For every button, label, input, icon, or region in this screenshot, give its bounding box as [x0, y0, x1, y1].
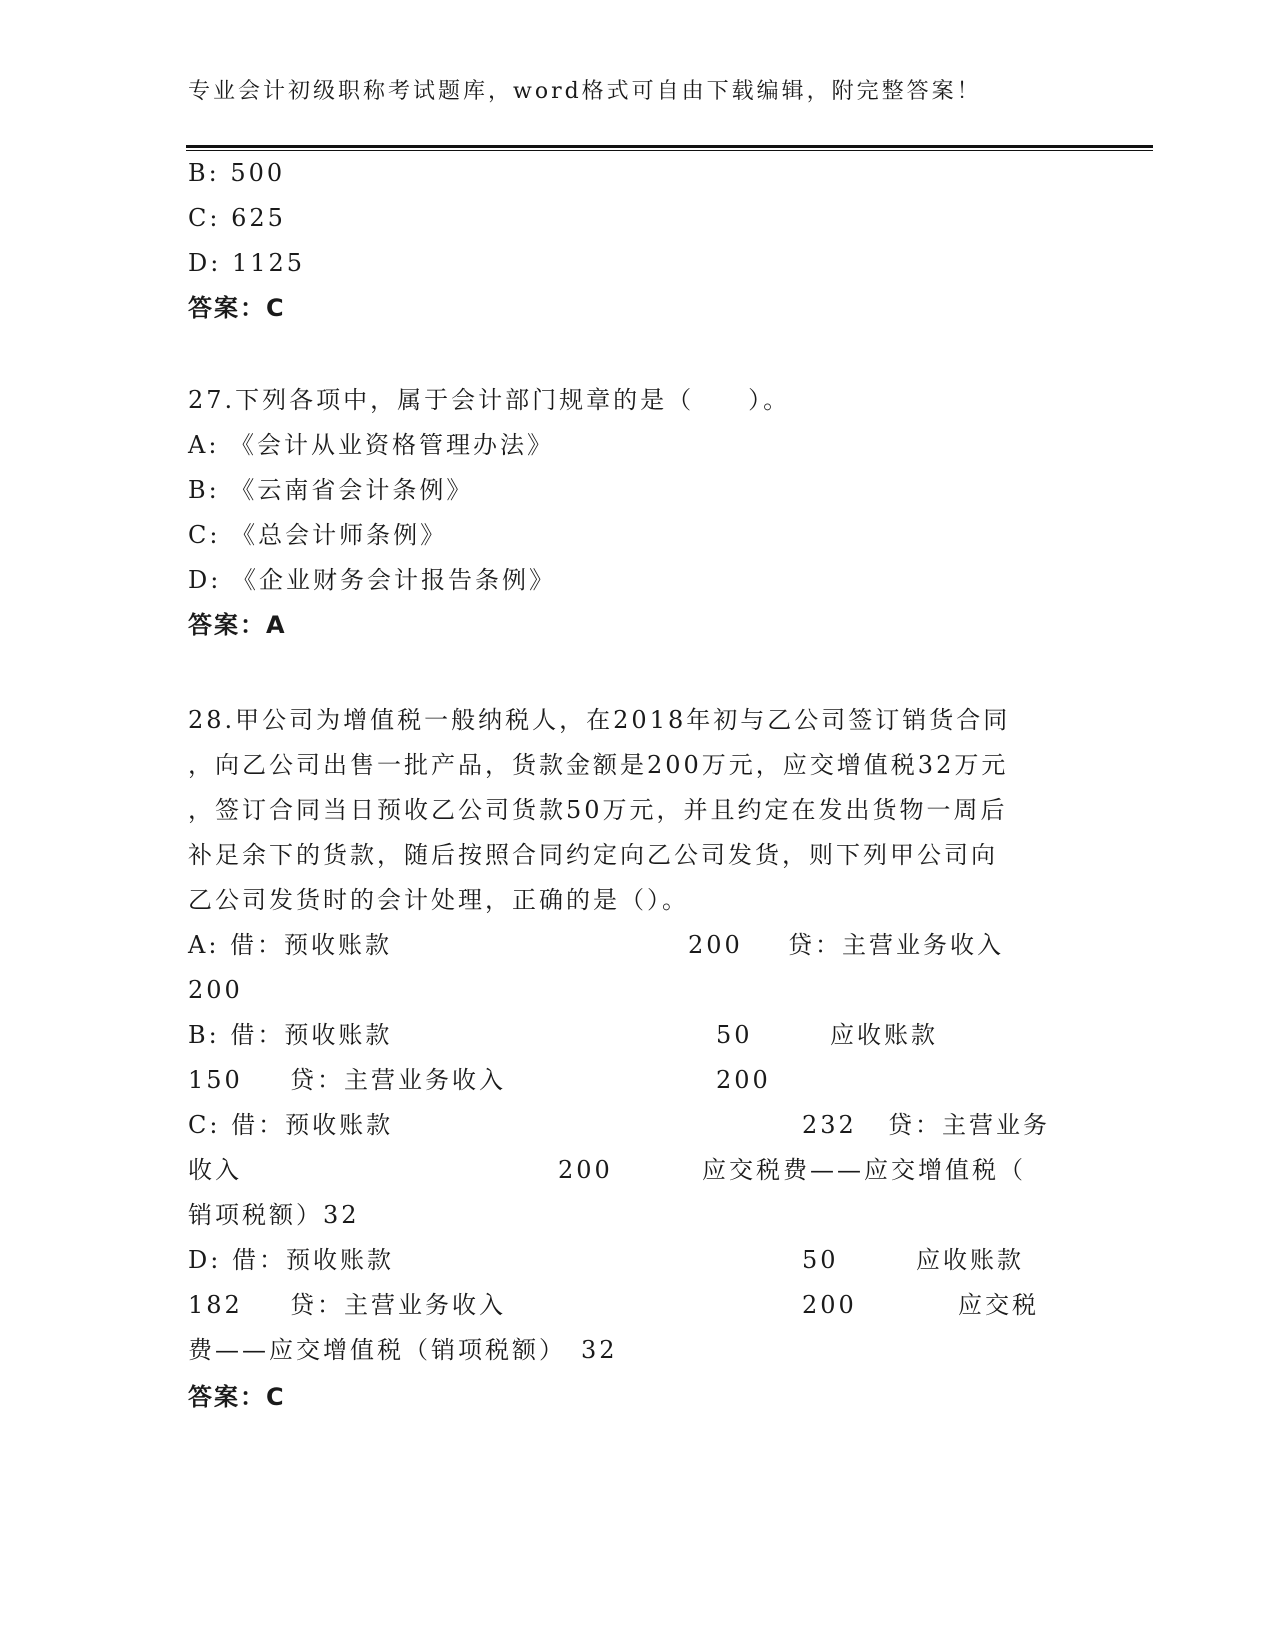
q27-option-a: A: 《会计从业资格管理办法》	[188, 431, 555, 459]
q28-question-line: ，签订合同当日预收乙公司货款50万元，并且约定在发出货物一周后	[188, 796, 1008, 824]
q28-option-d-cont	[188, 1290, 1039, 1320]
q28-option-b-credit-amount: 200	[716, 1066, 771, 1094]
q28-option-c-credit: 贷：主营业务	[888, 1111, 1050, 1139]
q28-option-b-debit2-amount: 150	[188, 1066, 243, 1094]
q28-option-b	[188, 1020, 938, 1050]
page-header: 专业会计初级职称考试题库，word格式可自由下载编辑，附完整答案！	[188, 79, 982, 104]
q26-option-d: D: 1125	[188, 249, 306, 277]
q28-option-a	[188, 930, 1004, 960]
q28-option-d-debit2: 应收账款	[916, 1246, 1024, 1274]
q28-option-b-debit2: 应收账款	[830, 1021, 938, 1049]
q28-option-a-amount: 200	[688, 931, 743, 959]
q28-option-a-credit: 贷：主营业务收入	[788, 931, 1004, 959]
q27-option-d: D: 《企业财务会计报告条例》	[188, 566, 556, 594]
q27-option-b: B: 《云南省会计条例》	[188, 476, 474, 504]
q27-question: 27.下列各项中，属于会计部门规章的是（ ）。	[188, 386, 791, 414]
q28-option-d-cont2	[188, 1335, 618, 1365]
q28-option-d-debit: D: 借：预收账款	[188, 1246, 394, 1274]
q28-option-d-credit-amount: 200	[802, 1291, 857, 1319]
q28-option-c	[188, 1110, 1050, 1140]
q28-option-c-cont	[188, 1155, 1026, 1185]
q28-question-line: 28.甲公司为增值税一般纳税人，在2018年初与乙公司签订销货合同	[188, 706, 1011, 734]
q28-option-d	[188, 1245, 1024, 1275]
q28-option-a-credit-amount: 200	[188, 976, 243, 1004]
q26-option-c: C: 625	[188, 204, 286, 232]
q28-option-b-credit: 贷：主营业务收入	[290, 1066, 506, 1094]
q28-option-d-debit2-amount: 182	[188, 1291, 243, 1319]
q28-option-c-credit-amount: 200	[558, 1156, 613, 1184]
q28-option-a-debit: A: 借：预收账款	[188, 931, 393, 959]
q28-option-c-cont2	[188, 1200, 360, 1230]
q27-option-c: C: 《总会计师条例》	[188, 521, 448, 549]
q28-answer: 答案：C	[188, 1383, 286, 1411]
q28-option-b-cont	[188, 1065, 771, 1095]
q26-option-b: B: 500	[188, 159, 286, 187]
q28-option-c-credit2-tail: 销项税额）32	[188, 1201, 360, 1229]
q28-option-d-credit2-tail: 费——应交增值税（销项税额） 32	[188, 1336, 618, 1364]
q28-option-d-credit: 贷：主营业务收入	[290, 1291, 506, 1319]
q28-option-b-amount: 50	[716, 1021, 753, 1049]
q28-question-line: ，向乙公司出售一批产品，货款金额是200万元，应交增值税32万元	[188, 751, 1009, 779]
q28-option-b-debit: B: 借：预收账款	[188, 1021, 393, 1049]
q28-option-c-credit-tail: 收入	[188, 1156, 242, 1184]
q26-answer: 答案：C	[188, 294, 286, 322]
q28-option-c-credit2: 应交税费——应交增值税（	[702, 1156, 1026, 1184]
q28-option-d-credit2: 应交税	[958, 1291, 1039, 1319]
q28-question-line: 补足余下的货款，随后按照合同约定向乙公司发货，则下列甲公司向	[188, 841, 998, 869]
header-divider-thin	[186, 150, 1153, 151]
q28-option-c-debit: C: 借：预收账款	[188, 1111, 394, 1139]
q28-option-a-cont	[188, 975, 243, 1005]
q27-answer: 答案：A	[188, 611, 287, 639]
q28-option-d-amount: 50	[802, 1246, 839, 1274]
header-divider	[186, 145, 1153, 148]
q28-question-line: 乙公司发货时的会计处理，正确的是（）。	[188, 886, 689, 914]
q28-option-c-amount: 232	[802, 1111, 857, 1139]
